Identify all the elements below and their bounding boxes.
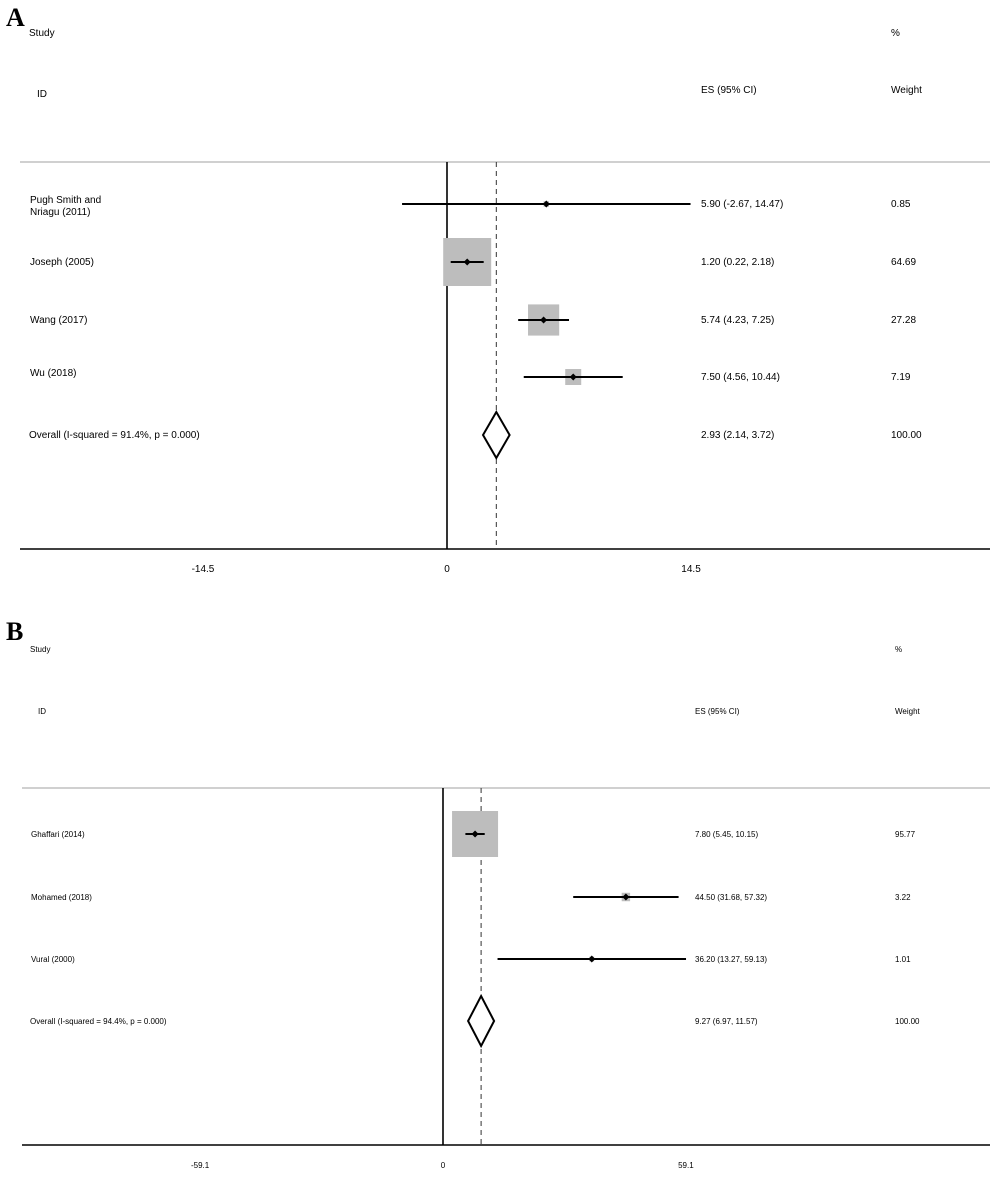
panel-label-b: B — [6, 617, 24, 646]
panel-label-a: A — [6, 3, 25, 32]
panel-b-study-name: Mohamed (2018) — [31, 893, 92, 902]
panel-b-study-name: Ghaffari (2014) — [31, 830, 85, 839]
panel-b-header-percent: % — [895, 645, 903, 654]
panel-a-header-es: ES (95% CI) — [701, 85, 757, 96]
panel-b-study-es-ci: 44.50 (31.68, 57.32) — [695, 893, 768, 902]
panel-a-overall-weight: 100.00 — [891, 430, 922, 441]
panel-a-overall-diamond — [483, 412, 510, 458]
panel-b-study-weight: 1.01 — [895, 955, 911, 964]
panel-a-study-name: Wu (2018) — [30, 368, 77, 379]
panel-b-overall-es-ci: 9.27 (6.97, 11.57) — [695, 1017, 758, 1026]
panel-b-header-id: ID — [38, 707, 46, 716]
panel-a-header-weight: Weight — [891, 85, 922, 96]
panel-a-header-study: Study — [29, 28, 55, 39]
panel-b-overall-diamond — [468, 996, 494, 1046]
panel-a-x-tick-label: -14.5 — [191, 564, 215, 575]
panel-a-study-name: Nriagu (2011) — [30, 207, 91, 218]
panel-a-study-es-ci: 1.20 (0.22, 2.18) — [701, 257, 775, 268]
panel-a-overall-es-ci: 2.93 (2.14, 3.72) — [701, 430, 775, 441]
panel-a-study-name: Pugh Smith and — [30, 195, 102, 206]
panel-b-study-es-ci: 7.80 (5.45, 10.15) — [695, 830, 759, 839]
panel-b-header-weight: Weight — [895, 707, 920, 716]
panel-b-x-tick-label: 59.1 — [678, 1161, 694, 1170]
panel-b-study-es-ci: 36.20 (13.27, 59.13) — [695, 955, 768, 964]
panel-b-study-weight: 3.22 — [895, 893, 911, 902]
panel-a-study-es-ci: 5.90 (-2.67, 14.47) — [701, 199, 784, 210]
panel-b-overall-weight: 100.00 — [895, 1017, 920, 1026]
panel-b-study-point-estimate — [588, 956, 595, 963]
panel-a-study-es-ci: 5.74 (4.23, 7.25) — [701, 315, 775, 326]
panel-a-header-percent: % — [891, 28, 900, 39]
panel-a-study-weight: 64.69 — [891, 257, 917, 268]
panel-b-header-study: Study — [30, 645, 51, 654]
panel-b-x-tick-label: 0 — [440, 1161, 446, 1170]
panel-a-overall-label: Overall (I-squared = 91.4%, p = 0.000) — [29, 430, 200, 441]
panel-a-study-weight: 7.19 — [891, 372, 911, 383]
panel-a-study-weight: 0.85 — [891, 199, 911, 210]
panel-b-overall-label: Overall (I-squared = 94.4%, p = 0.000) — [30, 1017, 167, 1026]
panel-a-header-id: ID — [37, 89, 47, 100]
panel-b-header-es: ES (95% CI) — [695, 707, 740, 716]
panel-b-x-tick-label: -59.1 — [190, 1161, 210, 1170]
panel-a-study-weight: 27.28 — [891, 315, 917, 326]
panel-a-study-name: Joseph (2005) — [30, 257, 94, 268]
panel-b-study-name: Vural (2000) — [31, 955, 75, 964]
panel-a-study-es-ci: 7.50 (4.56, 10.44) — [701, 372, 780, 383]
panel-a-study-name: Wang (2017) — [30, 315, 88, 326]
panel-a-x-tick-label: 0 — [444, 564, 450, 575]
panel-a-x-tick-label: 14.5 — [681, 564, 701, 575]
panel-b-study-weight: 95.77 — [895, 830, 916, 839]
